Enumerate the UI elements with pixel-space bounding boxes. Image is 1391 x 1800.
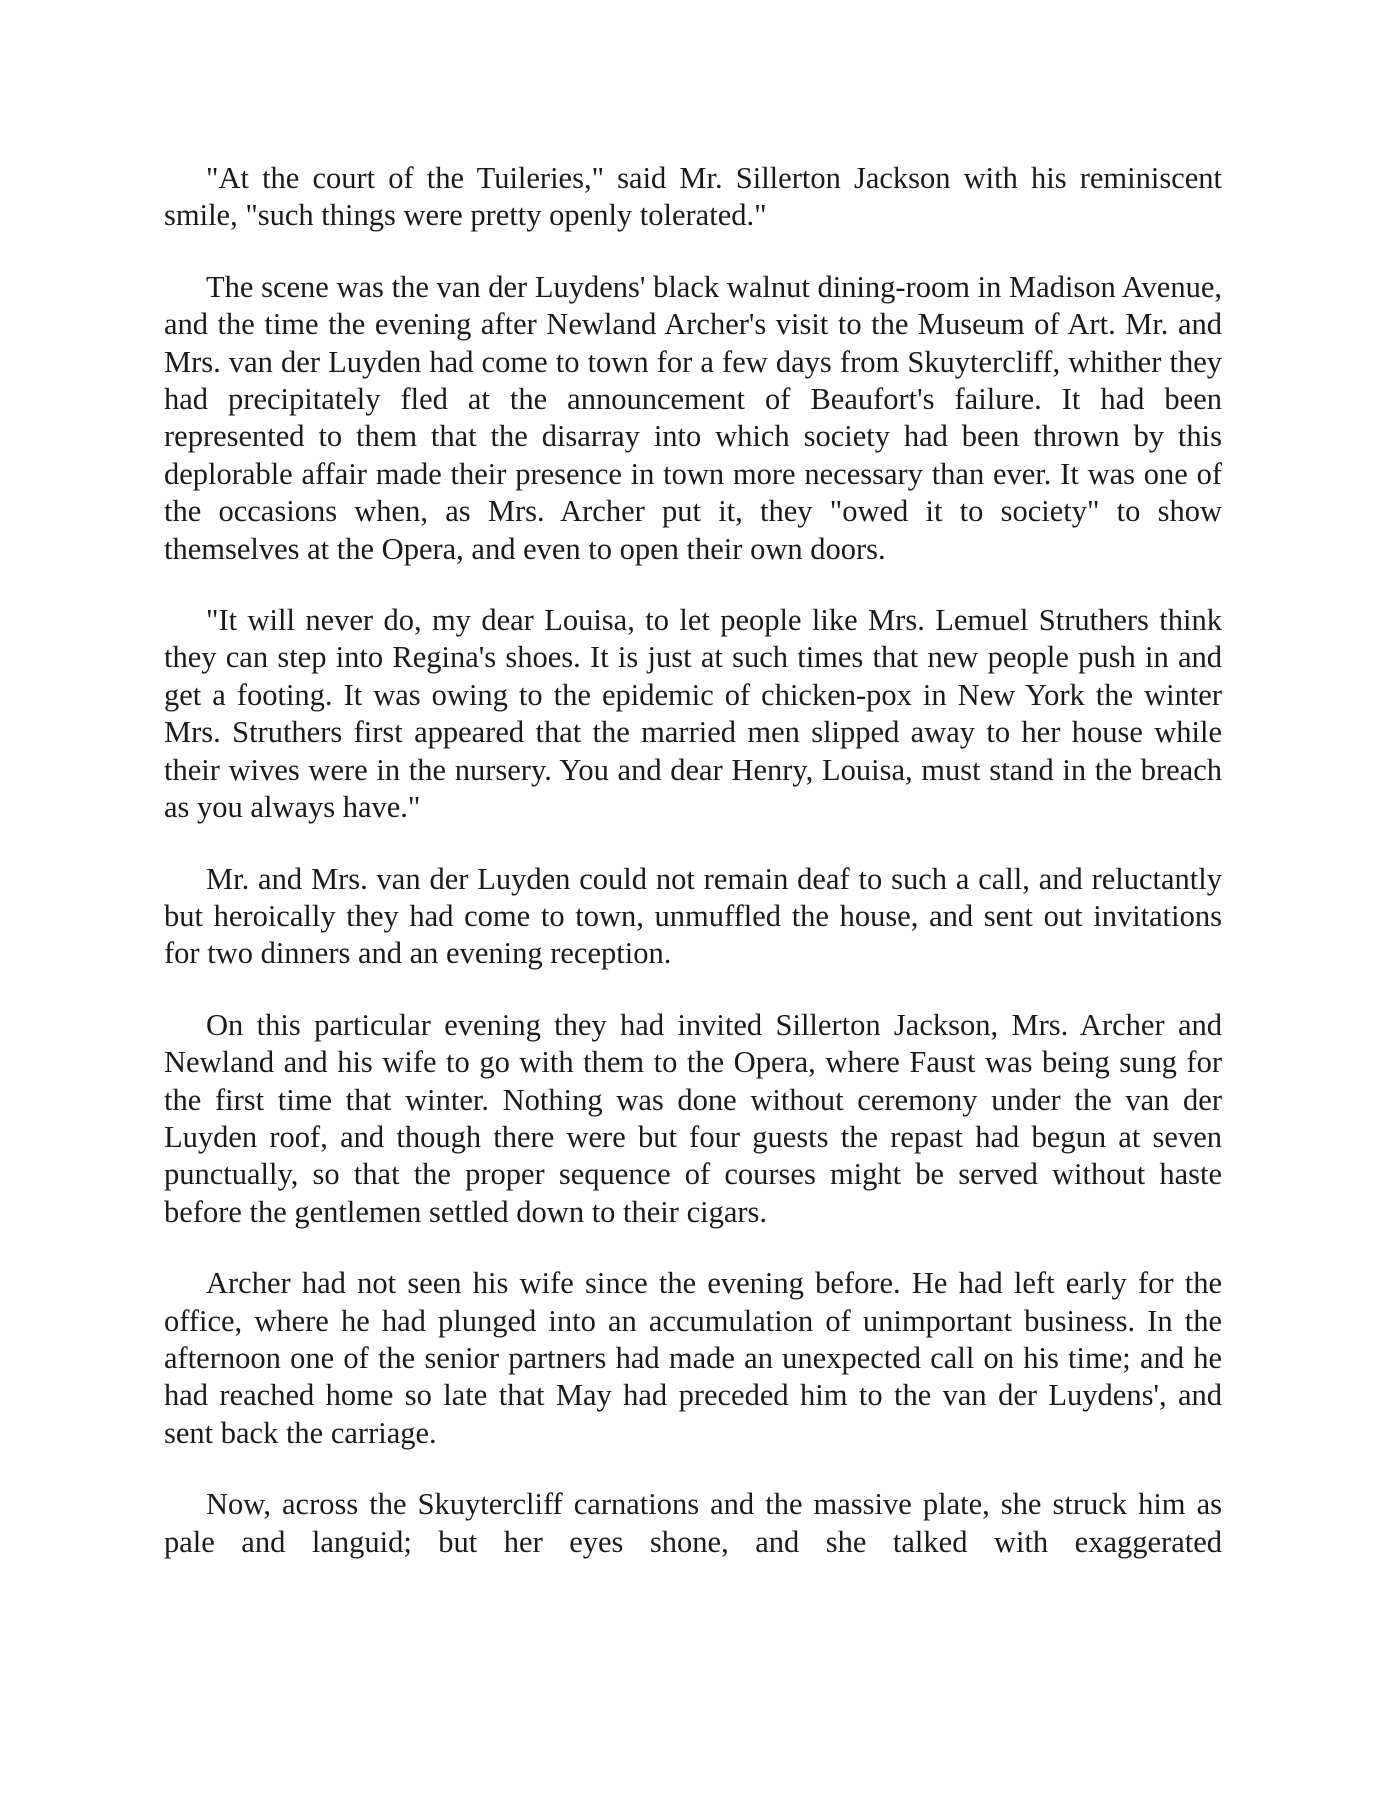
paragraph-1: "At the court of the Tuileries," said Mr. Sillerton Jackson with his reminiscent smile, "such things were pretty openly tolerated." (164, 161, 1222, 233)
paragraph-2: The scene was the van der Luydens' black walnut dining-room in Madison Avenue, and the time the evening after Newland Archer's visit to the Museum of Art. Mr. and Mrs. van der Luyden had come to town for a few days from Skuytercliff, whither they had precipitately fled at the announcement of Beaufort's failure. It had been represented to them that the disarray into which society had been thrown by this deplorable affair made their presence in town more necessary than ever. It was one of the occasions when, as Mrs. Archer put it, they "owed it to society" to show themselves at the Opera, and even to open their own doors. (164, 269, 1222, 566)
paragraph-7: Now, across the Skuytercliff carnations and the massive plate, she struck him as pale and languid; but her eyes shone, and she talked with exaggerated (164, 1487, 1222, 1559)
paragraph-3: "It will never do, my dear Louisa, to let people like Mrs. Lemuel Struthers think they can step into Regina's shoes. It is just at such times that new people push in and get a footing. It was owing to the epidemic of chicken-pox in New York the winter Mrs. Struthers first appeared that the married men slipped away to her house while their wives were in the nursery. You and dear Henry, Louisa, must stand in the breach as you always have." (164, 603, 1222, 825)
paragraph-5: On this particular evening they had invited Sillerton Jackson, Mrs. Archer and Newland and his wife to go with them to the Opera, where Faust was being sung for the first time that winter. Nothing was done without ceremony under the van der Luyden roof, and though there were but four guests the repast had begun at seven punctually, so that the proper sequence of courses might be served without haste before the gentlemen settled down to their cigars. (164, 1007, 1222, 1229)
paragraph-4: Mr. and Mrs. van der Luyden could not remain deaf to such a call, and reluctantly but heroically they had come to town, unmuffled the house, and sent out invitations for two dinners and an evening reception. (164, 861, 1222, 971)
body-text (164, 160, 1222, 1561)
paragraph-6: Archer had not seen his wife since the evening before. He had left early for the office, where he had plunged into an accumulation of unimportant business. In the afternoon one of the senior partners had made an unexpected call on his time; and he had reached home so late that May had preceded him to the van der Luydens', and sent back the carriage. (164, 1266, 1222, 1450)
